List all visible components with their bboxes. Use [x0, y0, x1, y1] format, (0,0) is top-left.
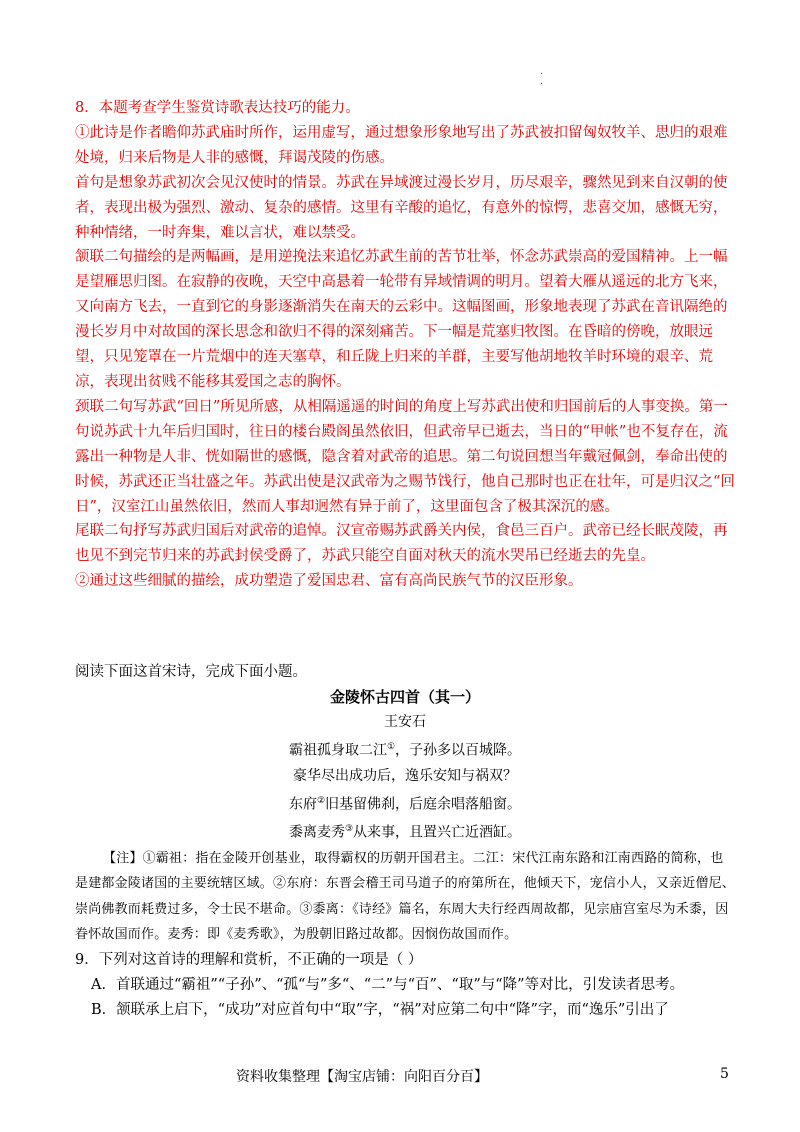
option-b: B．颔联承上启下，“成功”对应首句中“取”字，“祸”对应第二句中“降”字，而“逸乐”引出了: [91, 1001, 669, 1018]
reading-intro: 阅读下面这首宋诗，完成下面小题。: [75, 664, 307, 680]
poem-line: 霸祖孤身取二江①，子孙多以百城降。: [288, 742, 522, 759]
poem-line: 东府②旧基留佛刹，后庭余唱落船窗。: [288, 795, 522, 813]
poem-line: 黍离麦秀③从来事，且置兴亡近酒缸。: [288, 824, 522, 841]
option-a: A．首联通过“霸祖”“子孙”、“孤“与”多“、“二”与“百”、“取”与“降”等对比，引发读者思考。: [91, 976, 685, 993]
answer-paragraph: ①此诗是作者瞻仰苏武庙时所作，运用虚写，通过想象形象地写出了苏武被扣留匈奴牧羊、思归的艰难处境，归来后物是人非的感慨，拜谒茂陵的伤感。: [75, 124, 728, 166]
poem-line: 豪华尽出成功后，逸乐安知与祸双？: [293, 767, 517, 784]
answer-section: [75, 96, 735, 594]
poem-author: 王安石: [384, 714, 426, 730]
poem-title: 金陵怀古四首（其一）: [329, 688, 480, 706]
answer-heading: 8．本题考查学生鉴赏诗歌表达技巧的能力。: [75, 100, 360, 116]
answer-paragraph: 尾联二句抒写苏武归国后对武帝的追悼。汉宣帝赐苏武爵关内侯，食邑三百户。武帝已经长眠茂陵，再也见不到完节归来的苏武封侯受爵了，苏武只能空自面对秋天的流水哭吊已经逝去的先皇。: [75, 523, 728, 565]
page-number: 5: [720, 1066, 729, 1082]
poem-note: 【注】①霸祖：指在金陵开创基业，取得霸权的历朝开国君主。二江：宋代江南东路和江南西路的简称，也是建都金陵诸国的主要统辖区域。②东府：东晋会稽王司马道子的府第所在，他倾天下，宠信小人，又亲近僧尼、崇尚佛教而耗费过多，令士民不堪命。③黍离：《诗经》篇名，东周大夫行经西周故都，见宗庙宫室尽为禾黍，因眷怀故国而作。麦秀：即《麦秀歌》，为殷朝旧路过故都。因悯伤故国而作。: [75, 850, 736, 943]
question-stem: 9．下列对这首诗的理解和赏析，不正确的一项是（ ）: [75, 951, 423, 968]
decorative-dots: · ·: [540, 69, 544, 90]
answer-paragraph: 颈联二句写苏武“回日”所见所感，从相隔遥遥的时间的角度上写苏武出使和归国前后的人事变换。第一句说苏武十九年后归国时，往日的楼台殿阁虽然依旧，但武帝早已逝去，当日的“甲帐”也不复存在，流露出一种物是人非、恍如隔世的感慨，隐含着对武帝的追思。第二句说回想当年戴冠佩剑，奉命出使的时候，苏武还正当壮盛之年。苏武出使是汉武帝为之赐节饯行，他自己那时也正在壮年，可是归汉之“回日”，汉室江山虽然依旧，然而人事却迥然有异于前了，这里面包含了极其深沉的感。: [75, 398, 735, 515]
answer-paragraph: 首句是想象苏武初次会见汉使时的情景。苏武在异域渡过漫长岁月，历尽艰辛，骤然见到来自汉朝的使者，表现出极为强烈、激动、复杂的感情。这里有辛酸的追忆，有意外的惊愕，悲喜交加，感慨无穷，种种情绪，一时奔集，难以言状，难以禁受。: [75, 174, 728, 241]
answer-paragraph: 颔联二句描绘的是两幅画，是用逆挽法来追忆苏武生前的苦节壮举，怀念苏武崇高的爱国精神。上一幅是望雁思归图。在寂静的夜晚，天空中高悬着一轮带有异域情调的明月。望着大雁从遥远的北方飞来，又向南方飞去，一直到它的身影逐渐消失在南天的云彩中。这幅图画，形象地表现了苏武在音讯隔绝的漫长岁月中对故国的深长思念和欲归不得的深刻痛苦。下一幅是荒塞归牧图。在昏暗的傍晚，放眼远望，只见笼罩在一片荒烟中的连天塞草，和丘陇上归来的羊群，主要写他胡地牧羊时环境的艰辛、荒凉，表现出贫贱不能移其爱国之志的胸怀。: [75, 249, 728, 390]
reading-section: [75, 660, 735, 1023]
footer-text: 资料收集整理【淘宝店铺：向阳百分百】: [236, 1069, 488, 1085]
answer-paragraph: ②通过这些细腻的描绘，成功塑造了爱国忠君、富有高尚民族气节的汉臣形象。: [75, 573, 583, 590]
